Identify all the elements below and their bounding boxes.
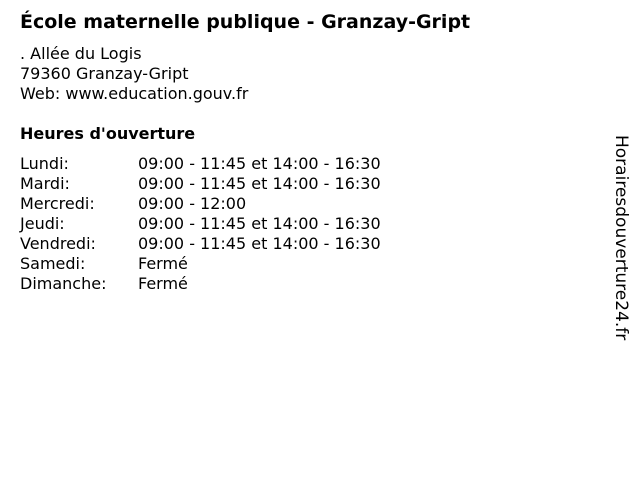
hours-row-friday	[20, 234, 381, 254]
watermark-text: Horairesdouverture24.fr	[611, 135, 631, 341]
hours-row-sunday	[20, 274, 381, 294]
address-block	[20, 44, 248, 104]
day-label: Lundi:	[20, 154, 69, 173]
day-label: Dimanche:	[20, 274, 107, 293]
page-title: École maternelle publique - Granzay-Gript	[20, 11, 471, 33]
hours-row-thursday	[20, 214, 381, 234]
day-hours: Fermé	[138, 274, 188, 293]
day-label: Mercredi:	[20, 194, 95, 213]
day-hours: 09:00 - 11:45 et 14:00 - 16:30	[138, 214, 381, 233]
day-hours: 09:00 - 11:45 et 14:00 - 16:30	[138, 174, 381, 193]
hours-heading: Heures d'ouverture	[20, 124, 196, 143]
website-link[interactable]: Web: www.education.gouv.fr	[20, 84, 249, 103]
hours-row-tuesday	[20, 174, 381, 194]
day-label: Mardi:	[20, 174, 70, 193]
postal-city: 79360 Granzay-Gript	[20, 64, 189, 83]
hours-row-monday	[20, 154, 381, 174]
hours-row-saturday	[20, 254, 381, 274]
day-hours: Fermé	[138, 254, 188, 273]
hours-row-wednesday	[20, 194, 381, 214]
street-address: . Allée du Logis	[20, 44, 142, 63]
day-label: Jeudi:	[20, 214, 65, 233]
watermark	[608, 135, 636, 375]
day-hours: 09:00 - 12:00	[138, 194, 247, 213]
day-label: Samedi:	[20, 254, 86, 273]
day-hours: 09:00 - 11:45 et 14:00 - 16:30	[138, 234, 381, 253]
day-label: Vendredi:	[20, 234, 96, 253]
day-hours: 09:00 - 11:45 et 14:00 - 16:30	[138, 154, 381, 173]
hours-table	[20, 154, 381, 294]
